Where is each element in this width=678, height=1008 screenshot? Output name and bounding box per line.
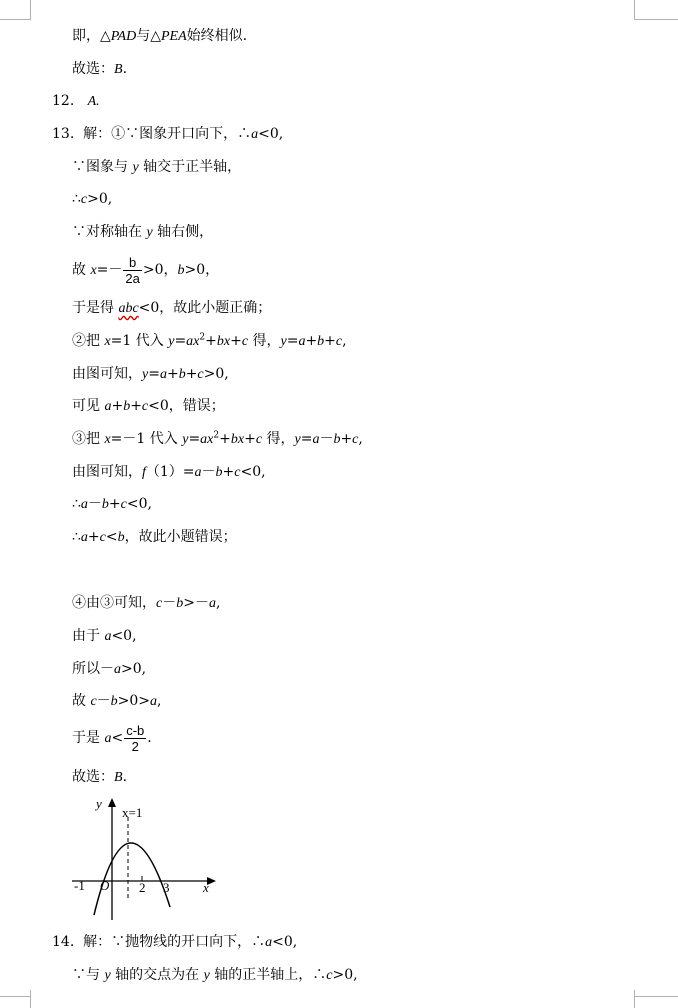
solution-line: 于是得 abc<0，故此小题正确； bbox=[72, 300, 272, 316]
solution-line: 故 c－b>0>a, bbox=[72, 693, 162, 709]
corner-mark bbox=[0, 19, 30, 20]
fraction bbox=[124, 723, 146, 754]
tick-label-3: 3 bbox=[163, 880, 170, 895]
solution-line: ∴c>0, bbox=[72, 191, 113, 207]
question-number: 14. bbox=[52, 934, 75, 950]
solution-line: ②把 x=1 代入 $y=ax^2+bx+c$ 得，y=a+b+c, bbox=[72, 332, 347, 349]
corner-mark bbox=[30, 0, 31, 20]
answer-line: 故选：B. bbox=[72, 61, 128, 77]
corner-mark bbox=[634, 996, 678, 997]
solution-line: 即，△PAD与△PEA始终相似. bbox=[72, 28, 248, 44]
question-13-header: 13. 解：①∵图象开口向下，∴a<0, bbox=[52, 126, 284, 142]
solution-line: ∴a－b+c<0, bbox=[72, 496, 152, 512]
question-number: 12. bbox=[52, 93, 75, 109]
y-axis-arrow bbox=[108, 798, 116, 807]
question-12 bbox=[52, 92, 100, 111]
solution-line: 可见 a+b+c<0，错误； bbox=[72, 398, 225, 414]
x-axis-label: x bbox=[203, 880, 209, 895]
y-axis-label: y bbox=[96, 796, 102, 811]
answer: A. bbox=[87, 94, 100, 109]
solution-line: ∴a+c<b，故此小题错误； bbox=[72, 529, 237, 545]
solution-line: 由图可知，y=a+b+c>0, bbox=[72, 366, 229, 382]
solution-line: ∵对称轴在 y 轴右侧， bbox=[72, 224, 214, 240]
answer-line: 故选：B. bbox=[72, 769, 128, 785]
solution-line: ∵与 y 轴的交点为在 y 轴的正半轴上，∴c>0, bbox=[72, 967, 358, 983]
fraction-denominator: 2 bbox=[131, 738, 139, 754]
solution-line: ③把 x=－1 代入 $y=ax^2+bx+c$ 得，y=a－b+c, bbox=[72, 430, 363, 447]
question-number: 13. bbox=[52, 126, 75, 142]
solution-line: 所以－a>0, bbox=[72, 661, 147, 677]
solution-line: ④由③可知，c－b>－a, bbox=[72, 595, 221, 611]
fraction-numerator: c-b bbox=[126, 722, 145, 738]
question-14-header: 14. 解：∵抛物线的开口向下，∴a<0, bbox=[52, 934, 298, 950]
fraction-numerator: b bbox=[123, 255, 141, 271]
fraction-denominator: 2a bbox=[125, 270, 140, 286]
solution-line: 由图可知，f（1）=a－b+c<0, bbox=[72, 464, 266, 480]
solution-line: 由于 a<0, bbox=[72, 628, 137, 644]
symmetry-axis-label: x=1 bbox=[122, 805, 143, 820]
corner-mark bbox=[30, 990, 31, 1008]
corner-mark bbox=[634, 0, 635, 20]
parabola-graph bbox=[70, 795, 220, 925]
solution-line: ∵图象与 y 轴交于正半轴， bbox=[72, 159, 242, 175]
solution-line: 于是 a< $\frac{c-b}{2}$ . bbox=[72, 722, 152, 754]
solution-line: 故 x=－ $\frac{b}{2a}$ >0，b>0， bbox=[72, 254, 220, 286]
origin-label: O bbox=[100, 878, 110, 893]
fraction bbox=[123, 255, 141, 286]
corner-mark bbox=[634, 19, 678, 20]
tick-label-2: 2 bbox=[139, 880, 146, 895]
tick-label-minus-1: -1 bbox=[74, 878, 85, 893]
corner-mark bbox=[634, 990, 635, 1008]
corner-mark bbox=[0, 996, 30, 997]
